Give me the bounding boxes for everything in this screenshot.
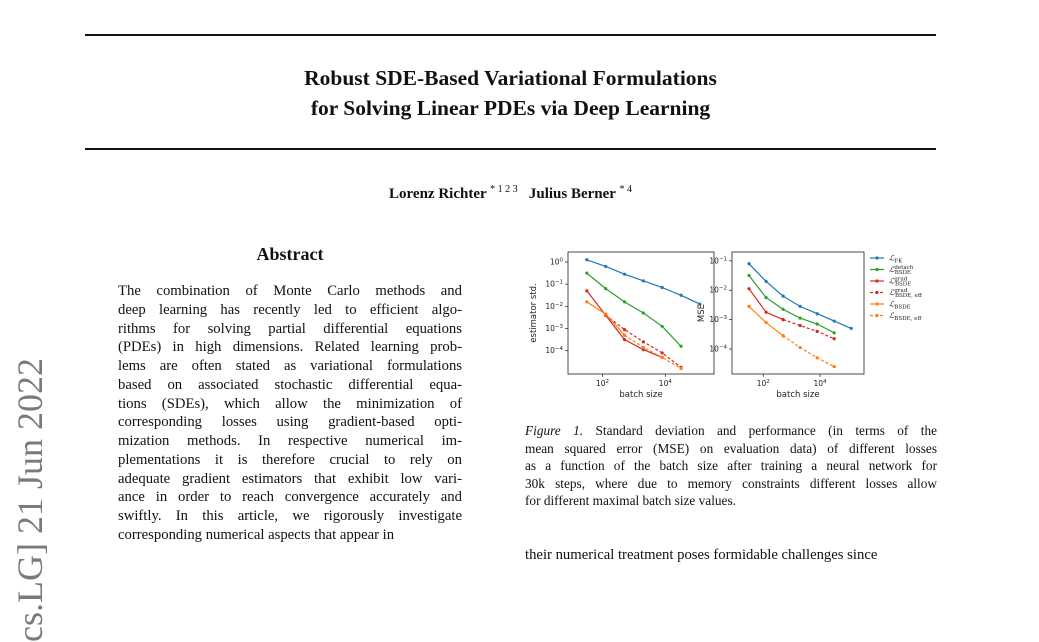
caption-line: mean squared error (MSE) on evaluation data) of different losses <box>525 440 937 456</box>
data-point <box>781 294 784 297</box>
y-tick-label: $10^{-1}$ <box>545 279 563 289</box>
data-point <box>623 328 626 331</box>
abstract-line: ance in order to reach convergence accurately and <box>118 489 462 506</box>
data-point <box>850 327 853 330</box>
paper-title <box>85 63 936 123</box>
data-point <box>661 356 664 359</box>
arxiv-stamp: cs.LG] 21 Jun 2022 <box>10 358 50 642</box>
title-rule-bottom <box>85 148 936 150</box>
author-name-2: Julius Berner <box>528 186 616 202</box>
title-line-2: for Solving Linear PDEs via Deep Learning <box>310 96 711 120</box>
series-line <box>625 335 682 368</box>
legend-marker <box>875 279 878 282</box>
y-axis-label: estimator std. <box>529 283 539 343</box>
caption-line: as a function of the batch size after training a neural network for <box>525 458 937 473</box>
data-point <box>585 289 588 292</box>
legend-marker <box>875 302 878 305</box>
abstract-body <box>118 282 462 545</box>
y-tick-label: $10^{-1}$ <box>709 256 727 266</box>
abstract-line: corresponding losses using gradient-based opti- <box>118 414 462 431</box>
abstract-line: corresponding numerical aspects that appear in <box>118 526 395 543</box>
y-tick-label: $10^{-4}$ <box>545 346 563 356</box>
data-point <box>623 273 626 276</box>
title-rule-top <box>85 34 936 36</box>
x-tick-label: $10^4$ <box>813 379 827 388</box>
data-point <box>747 262 750 265</box>
series-line <box>783 336 834 367</box>
data-point <box>816 322 819 325</box>
series-line <box>749 289 783 320</box>
author-name-1: Lorenz Richter <box>389 186 487 202</box>
data-point <box>642 346 645 349</box>
author-affiliation-1: * 1 2 3 <box>490 184 518 195</box>
author-line <box>85 184 936 203</box>
data-point <box>764 280 767 283</box>
legend-marker <box>875 256 878 259</box>
data-point <box>816 330 819 333</box>
data-point <box>679 294 682 297</box>
abstract-line: adequate gradient estimators that exhibit low vari- <box>118 470 462 487</box>
data-point <box>747 305 750 308</box>
data-point <box>642 279 645 282</box>
x-tick-label: $10^4$ <box>658 379 672 388</box>
abstract-line: rithms for solving partial differential equations <box>118 320 462 337</box>
data-point <box>623 300 626 303</box>
data-point <box>816 356 819 359</box>
caption-line <box>525 422 937 440</box>
abstract-line: deep learning has recently led to efficient algo- <box>118 301 462 318</box>
data-point <box>764 321 767 324</box>
data-point <box>585 258 588 261</box>
data-point <box>781 308 784 311</box>
y-tick-label: $10^{-3}$ <box>709 315 727 325</box>
data-point <box>604 265 607 268</box>
data-point <box>833 331 836 334</box>
title-line-1: Robust SDE-Based Variational Formulations <box>304 66 717 90</box>
author-affiliation-2: * 4 <box>619 184 632 195</box>
x-tick-label: $10^2$ <box>756 379 770 388</box>
data-point <box>747 287 750 290</box>
legend-entry: ℒ$_{BSDE}$ <box>889 299 911 311</box>
y-tick-label: $10^{-4}$ <box>709 344 727 354</box>
legend-entry: ℒ$_{FK}$ <box>889 253 903 265</box>
data-point <box>833 365 836 368</box>
abstract-line: swiftly. In this article, we rigorously investigate <box>118 508 462 524</box>
data-point <box>604 287 607 290</box>
data-point <box>833 337 836 340</box>
x-axis-label: batch size <box>776 390 820 400</box>
plot-frame-1 <box>568 252 714 374</box>
data-point <box>604 313 607 316</box>
legend-entry: ℒ$^{grad}$ BSDE <box>889 276 912 288</box>
y-tick-label: $10^0$ <box>549 257 563 267</box>
legend-marker <box>875 268 878 271</box>
caption-label: Figure 1. <box>525 423 584 438</box>
legend-marker <box>875 314 878 317</box>
data-point <box>679 367 682 370</box>
abstract-line: plementations it is therefore crucial to rely on <box>118 451 462 468</box>
data-point <box>799 317 802 320</box>
abstract-line: based on associated stochastic differential equa- <box>118 376 462 393</box>
data-point <box>799 324 802 327</box>
data-point <box>661 286 664 289</box>
data-point <box>661 351 664 354</box>
legend-entry: ℒ$_{BSDE, eff}$ <box>889 311 922 322</box>
legend-entry: ℒ$^{grad}$ BSDE, eff <box>889 288 922 299</box>
x-tick-label: $10^2$ <box>596 379 610 388</box>
data-point <box>642 340 645 343</box>
abstract-line: lems are often stated as variational formulations <box>118 358 462 374</box>
series-line <box>749 276 834 333</box>
data-point <box>661 325 664 328</box>
data-point <box>623 334 626 337</box>
data-point <box>833 319 836 322</box>
figure-1-plots <box>520 240 940 410</box>
data-point <box>679 345 682 348</box>
y-tick-label: $10^{-2}$ <box>709 285 727 295</box>
body-text-line: their numerical treatment poses formidable challenges since <box>525 547 878 563</box>
caption-line-1-text: Standard deviation and performance (in terms of the <box>583 423 937 438</box>
data-point <box>816 312 819 315</box>
data-point <box>799 346 802 349</box>
data-point <box>781 334 784 337</box>
abstract-line: tions (SDEs), which allow the minimization of <box>118 395 462 412</box>
data-point <box>781 318 784 321</box>
data-point <box>585 300 588 303</box>
legend-marker <box>875 291 878 294</box>
data-point <box>623 338 626 341</box>
data-point <box>764 311 767 314</box>
x-axis-label: batch size <box>619 390 663 400</box>
caption-line: for different maximal batch size values. <box>525 493 736 508</box>
data-point <box>764 296 767 299</box>
data-point <box>747 274 750 277</box>
legend-entry: ℒ$^{detach}$ BSDE <box>889 265 914 276</box>
data-point <box>585 271 588 274</box>
abstract-line: mization methods. In respective numerical im- <box>118 433 462 449</box>
caption-line: 30k steps, where due to memory constraints different losses allow <box>525 475 937 491</box>
series-line <box>587 302 625 335</box>
data-point <box>799 305 802 308</box>
figure-1 <box>520 240 940 410</box>
y-axis-label: MSE <box>697 303 707 323</box>
y-tick-label: $10^{-3}$ <box>545 324 563 334</box>
abstract-heading: Abstract <box>256 244 324 264</box>
abstract-line: The combination of Monte Carlo methods and <box>118 283 462 299</box>
abstract-line: (PDEs) in high dimensions. Related learning prob- <box>118 339 462 356</box>
figure-caption <box>525 422 937 510</box>
y-tick-label: $10^{-2}$ <box>545 301 563 311</box>
data-point <box>642 311 645 314</box>
plot-frame-2 <box>732 252 864 374</box>
